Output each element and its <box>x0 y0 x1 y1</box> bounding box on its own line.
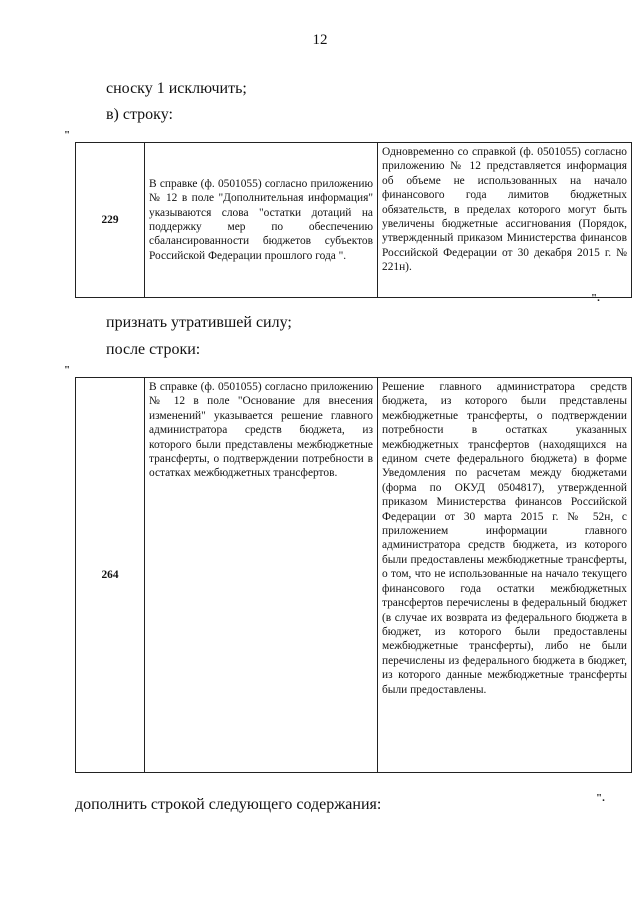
quote-open-mark: " <box>64 129 71 141</box>
table-row-264 <box>75 377 632 773</box>
paragraph-row-heading: в) строку: <box>106 106 173 123</box>
row-detail-cell: Решение главного администратора средств бюджета, из которого были представлены межбюджетные трансферты, о подтверждении потребности в остатках указанных межбюджетных трансфертов (находящихся на едином счете федерального бюджета) в форме Уведомления по расчетам между бюджетами (форма по ОКУД 0504817), утвержденной приказом Министерства финансов Российской Федерации от 30 марта 2015 г. № 52н, с приложением информации главного администратора средств бюджета, из которого были предоставлены межбюджетные трансферты, о том, что не использованные на начало текущего финансового года остатки межбюджетных трансфертов перечислены в федеральный бюджет (в случае их возврата из федерального бюджета в бюджет, из которого были предоставлены межбюджетные трансферты), либо не были перечислены из федерального бюджета в бюджет, из которого данные межбюджетные трансферты были предоставлены. <box>378 378 632 773</box>
page-number: 12 <box>312 32 328 48</box>
quote-close-mark: ". <box>591 292 600 304</box>
row-number-cell: 264 <box>76 378 145 773</box>
paragraph-remove-footnote: сноску 1 исключить; <box>106 80 247 97</box>
row-number-cell: 229 <box>76 143 145 298</box>
row-description-cell: В справке (ф. 0501055) согласно приложению № 12 в поле "Основание для внесения изменений" указывается решение главного администратора средств бюджета, из которого были представлены межбюджетные трансферты, о подтверждении потребности в остатках межбюджетных трансфертов. <box>145 378 378 773</box>
row-description-cell: В справке (ф. 0501055) согласно приложению № 12 в поле "Дополнительная информация" указываются слова "остатки дотаций на поддержку мер по обеспечению сбалансированности бюджетов субъектов Российской Федерации прошлого года ". <box>145 143 378 298</box>
table-row-229 <box>75 142 632 298</box>
paragraph-repeal: признать утратившей силу; <box>106 314 292 331</box>
quote-close-mark: ". <box>596 792 605 804</box>
paragraph-add-row: дополнить строкой следующего содержания: <box>75 796 382 813</box>
paragraph-after-row: после строки: <box>106 341 201 358</box>
quote-open-mark: " <box>64 364 71 376</box>
row-detail-cell: Одновременно со справкой (ф. 0501055) согласно приложению № 12 представляется информация об объеме не использованных на начало финансового года лимитов бюджетных обязательств, в пределах которого могут быть увеличены бюджетные ассигнования (Порядок, утвержденный приказом Министерства финансов Российской Федерации от 30 декабря 2015 г. № 221н). <box>378 143 632 298</box>
